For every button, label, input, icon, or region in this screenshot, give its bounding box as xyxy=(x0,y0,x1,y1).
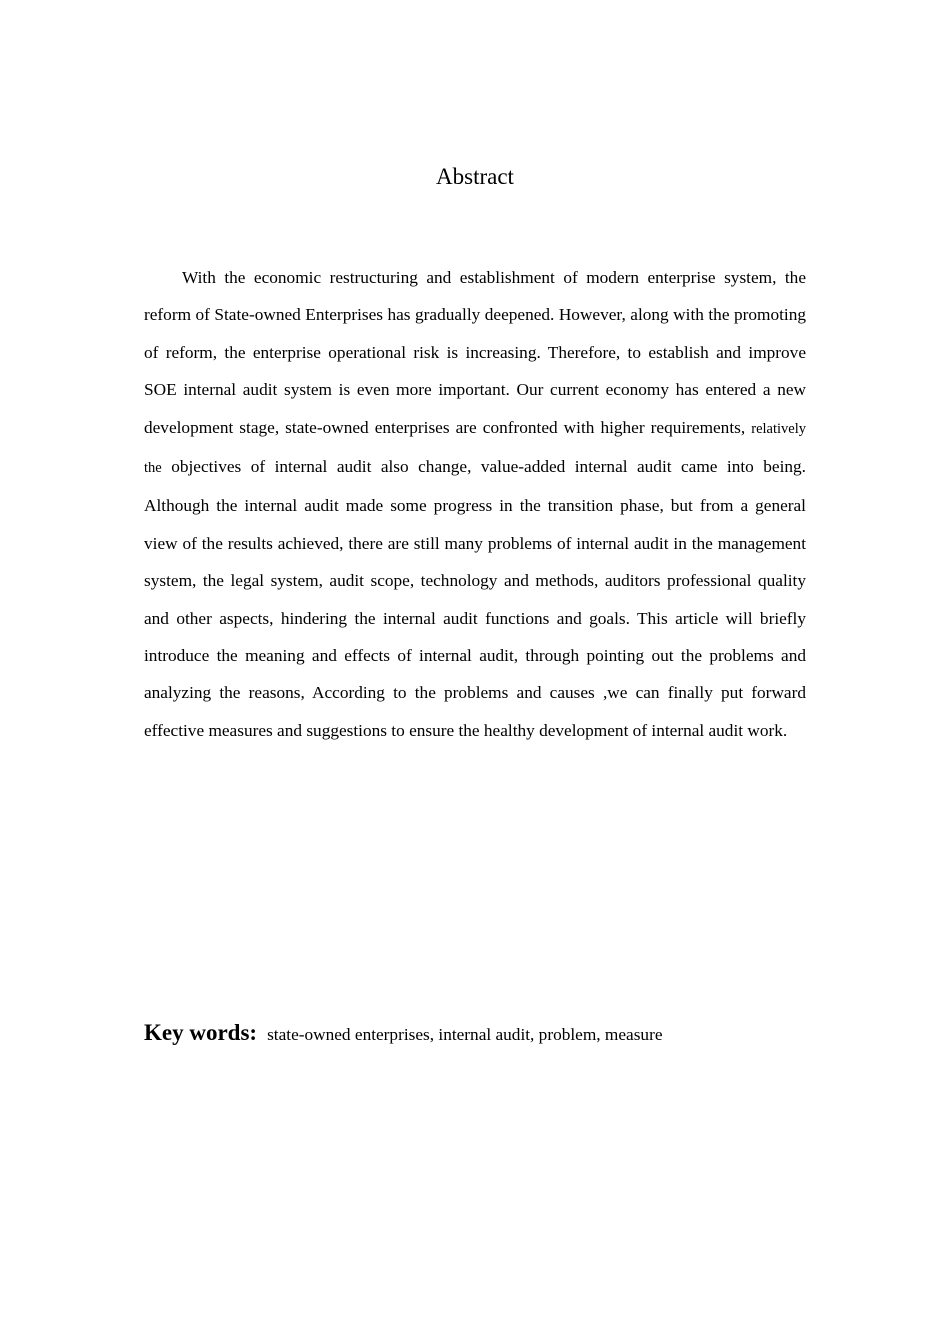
abstract-text-small: relatively the xyxy=(144,420,806,477)
abstract-text-part3: objectives of internal audit also change, value-added internal audit came into being. Although the internal audit made some progress in the transition phase, but from a general view of the results achieved, there are still many problems of internal audit in the management system, the legal system, audit scope, technology and methods, auditors professional quality and other aspects, hindering the internal audit functions and goals. This article will briefly introduce the meaning and effects of internal audit, through pointing out the problems and analyzing the reasons, According to the problems and causes ,we can finally put forward effective measures and suggestions to ensure the healthy development of internal audit work. xyxy=(144,457,806,740)
keywords-text: state-owned enterprises, internal audit, problem, measure xyxy=(267,1025,663,1044)
keywords-label: Key words: xyxy=(144,1020,258,1045)
abstract-paragraph xyxy=(144,259,806,749)
keywords-line xyxy=(144,1020,844,1046)
abstract-title: Abstract xyxy=(436,164,514,189)
abstract-text-part1: With the economic restructuring and establishment of modern enterprise system, the reform of State-owned Enterprises has gradually deepened. However, along with the promoting of reform, the enterprise operational risk is increasing. Therefore, to establish and improve SOE internal audit system is even more important. Our current economy has entered a new development stage, state-owned enterprises are confronted with higher requirements, xyxy=(144,268,806,437)
